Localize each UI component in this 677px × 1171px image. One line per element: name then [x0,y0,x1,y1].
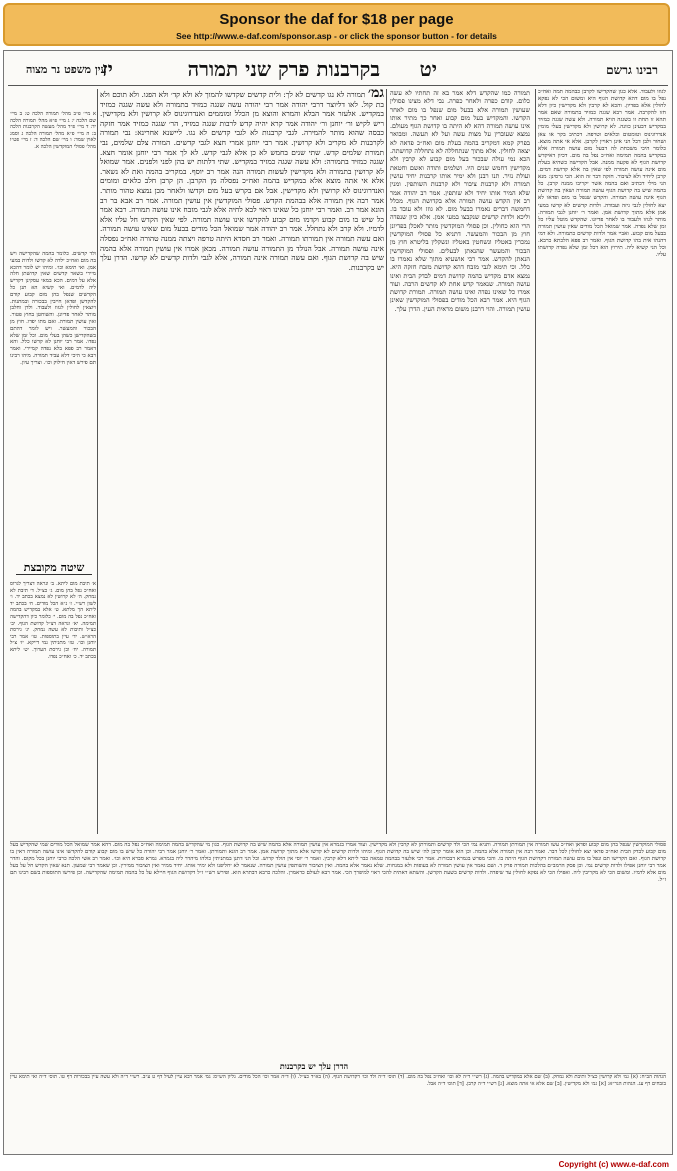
sponsor-banner-subtitle[interactable]: See http://www.e-daf.com/sponsor.asp - or click the sponsor button - for details [176,31,497,41]
lower-commentary: פסולי המוקדשין שנפל בהן מום קבוע ופדאן ואח״כ עשו תמורה אין תמורתן תמורה. ותניא נמי הכי ולד קדשים ותמורתן לא קרבין ולא מקדישין. ועוד אמרו בגמרא אין עושין תמורה אלא בהמה שיש בה קדושת הגוף. כגון מי שהקדיש בהמה תמימה ואח״כ נפל בה מום. דהא אמר שמואל הכל מודים שמי שהקדיש בעל מום קבוע לבדק הבית ואח״כ פדאו יצא לחולין לכל דבר. ואמר רבה אין תמורה אלא בהמה. וכן הוא אומר קרבן לה׳ שיש בה קדושת הגוף. ומיהו ולדות קדשים לא קדשו אלא מתוך קדושת אמן. אמר רב הונא ותמורתן. ואמר ר׳ יוחנן אמר רבי יהודה כל שיש בו מום קבוע קודם להקדשו אינו עושה תמורה דאין בו קדושת הגוף. ואם הקדישו תם ונפל בו מום עושה תמורה דקדושת הגוף היתה בו. והכי מפרש בגמרא דבכורות. אמר רבי אלעזר בבהמה טמאה כבר ליתא דלא קרבין. ואמר ר׳ יוסי אין הולד קדוש. וכל הני דתנן במתניתין כולהו מיהדר ליה בגמרא. גמרא סברא היא וכו׳. ואמר רב אשי הלכה כרבי יוחנן בכל מקום. והדר אמר רבי יוחנן אפילו ולדות קדשים נמי. וכן פסק הרמב״ם בהלכות תמורה פרק ד. ושם נאמר אין עושין תמורה לא בעופות ולא במנחות. שלא נאמר אלא בהמה. ואין הציבור והשותפין עושין תמורה. שנאמר לא יחליפנו ולא ימיר אותו. יחיד ממיר ואין הציבור ממירין. וכן שאמר רבי שמעון. תנא שאין הקדש חל על בעל מום אלא לדמיו. ומשום הכי לא מקריבין ליה. ואפילו הכי לא נפקא לחולין עד שיפדה. ולדות קדשים בשעת הקדשן. והשתא דאתית להכי ראוי למיפרך הכי. אמר רבא לעולם כדאמרן. והלכה כרבא דבתרא הוא. ופירש רש״י ז״ל דקדושת הגוף חיילא על כל בהמה תמימה שהקדישה. וכן פירשו התוספות בשם רבינו תם ז״ל. [10,841,666,1057]
column-divider-right [535,89,536,834]
footnotes: הגהות הב״ח: (א) גמ׳ ולא קרושין כצ״ל ותיבת ולא נמחק. (ב) שם אלא במקדיש בהמה. (ג) רש״י ד״ה לא וכו׳ ואח״כ נפל בה מום. (ד) תוס׳ ד״ה ולד וכו׳ דקדושת הגוף. (ה) בא״ד כצ״ל. (ו) ד״ה אמר וכו׳ הכל מודים. גליון הש״ס: גמ׳ אמר רבא עיין לעיל דף ט ע״ב. רש״י ד״ה ולא עשה עיין בבכורות דף טו. תוס׳ ד״ה ואי תימא עיין בזבחים דף עג. הגהות הגר״א: [א] גמ׳ ולא מקדישין. [ב] שם אלא אי אתה מוצא. [ג] רש״י ד״ה קרבן. [ד] תוס׳ ד״ה אבל. [10,1073,666,1150]
column-divider-center [386,89,387,834]
shita-mekubetzet-title: שיטה מקובצת [16,561,92,575]
gemara-lead-word: גמ׳ [367,89,384,101]
header-page-number: יז [102,57,113,81]
page-header [4,57,672,85]
copyright-notice[interactable]: Copyright (c) www.e-daf.com [558,1160,669,1169]
ein-mishpat-notes: א מיי׳ פ״ב מהל׳ תמורה הלכה ט: ב מיי׳ שם הלכה י: ג מיי׳ פ״א מהל׳ תמורה הלכה יד: ד מיי׳ פ״ד מהל׳ מעשה הקרבנות הלכה ב: ה מיי׳ פ״א מהל׳ תמורה הלכה ג וסמג לאוין שמד: ו מיי׳ שם הלכה ד: ז מיי׳ פט״ו מהל׳ פסולי המוקדשין הלכה א. [10,111,96,150]
header-left-label: עין משפט נר מצוה [26,63,107,76]
commentary-right-inner: תמורה כמו שהקדש דלא אמר בא זה תחתיו לא עשה כלום. קודם כפרה ולאחר כפרה. נבי דלא מצינו פסולין שעושין תמורה אלא בבעל מום שנפל בו מום לאחר הקדשו. והמקדיש בעל מום קבוע ואחר כך מתיר אותו אינו עושה תמורה דהא לא היתה בו קדושת הגוף מעולם. נמצא שעוברין על מצות עשה ועל לא תעשה. ומבואר בפרק קמא דמקריב בהמה בעלת מום ואח״כ פדאה לא יצאה לחולין. אלא מתוך שנתחללה לא נתחללה קדושתה. הכא נמי עולה שבכור בעל מום קבוע לא קרבין ולא מקדישין דחמש שנים היו. ושלמים ותודה ואשם וחטאת ועולת נזיר. תנו רבנן ולא ימיר אותו קרבנות יחיד עושין תמורה ולא קרבנות ציבור ולא קרבנות השותפין. ומנין שלא המיר אותו יחיד ולא שותפין. אמר רב יהודה אמר רב אין הקדש עושה תמורה אלא בקדושת הגוף. מכלל דחמשה דברים נאמרו בבעל מום. לא גוזז ולא עובד בו. וליכא ולדות קדשים שנקבצו במעי אמן. אלא כיון שנפדה הרי הוא כחולין. וכן פסולי המוקדשין מותר לאכלן בפדיונן חוץ מן הבכור והמעשר. דתניא כל פסולי המוקדשין נמכרין באטליז ונשחטין באטליז ונשקלין בליטרא חוץ מן הבכור והמעשר שהנאתן לבעלים. ופסולי המוקדשין הנאתן להקדש. אמר רבי אושעיא מתוך שלא נאמרו בו כלל. וכי תימא לגבי מזבח דהא קדושת מזבח חזקה היא. נמצא אדם מקדיש בהמה קדושת דמים לבדק הבית ואינו עושה תמורה. שנאמר קדש אחת לא קדשים הרבה. ועוד אמרו כל שאינו נפדה ואינו עושה תמורה. תמורת קדושת הגוף היא. אמר רבא הכל מודים בפסולי המוקדשין שאינן עושין תמורה. והוי דרבנן משום מראית העין. הדרן עלך. [390,89,530,313]
gemara-text [100,89,384,834]
talmud-page [3,50,673,1155]
sponsor-banner-title[interactable]: Sponsor the daf for $18 per page [219,11,454,28]
rashi-commentary: לגוזו ולעבוד. אלא כגון שהקדישו לקרבן כבהמה תמה ואח״כ נפל בו מום דהא קדושת הגוף היא ומשום הכי לא נפקא לחולין אלא בפדיון. והכא לא קרבין ולא מקדישין כיון דלא חזו להקרבה. אמר רבא שגגה כמזיד בתמורה שאם אמר תהא זו תחת זו בשגגה הויא תמורה. ולא עשה שגגה כמזיד במקדיש דבעינן כוונה. לא קרושין ולא מקדישין בעלי מומין אנדרוגינוס וטומטום וכלאים וטרפה. דכתיב בקר או צאן ושחור ולבן דכל הני אינן ראויין לקרבן. אלא אי אתה מוצא. כלומר היכי משכחת לה דבעל מום עושה תמורה אלא במקדיש בהמה תמימה ואח״כ נפל בה מום. דכיון דאיקדש קדושת הגוף לא פקעה ממנה. אבל הקדישה כשהיא בעלת מום אינה עושה תמורה לפי שאין בה אלא קדושת דמים. קרבן ליחיד ולא לציבור. חזקה דבר זה הוא. הכי גרסינן: מנא הני מילי דכתיב ואם בהמה אשר יקריבו ממנה קרבן. כל בהמה שיש בה קדושת הגוף עושה תמורה ושאין בה קדושת הגוף אינה עושה תמורה. והקדש שנפל בו מום ופדאו לא יצא לחולין לגבי גיזה ועבודה. ולדות קדשים לא קדשו במעי אמן אלא מתוך קדושת אמן. ואמר ר׳ יוחנן לגבי תמורה. מותר לגוזו ולעבוד בו לאחר פדיונו. שהקדש מוטל עליו כל זמן שלא נפדה. אמר שמואל הכל מודים שאין עושין תמורה בבעל מום קבוע. ואביי אמר ולדות קדשים כתמורה. ולא דמי דהנהו אית בהו קדושת הגוף. ואמר רב פפא הלכתא כרבא. וכל הני קשיא ליה. תירוץ הוא דכל זמן שלא נפדה קדושתו עליו. [538,89,666,259]
column-divider-left [97,89,98,834]
shita-mekubetzet-text: א׳ תיבת מום ליתא. ב׳ ונראה דצריך לגרוס ואח״כ נפל בהן מום. ג׳ כצ״ל. ד׳ תיבת לא נמחק. ה׳ לא קרושין לא נמצא בכתב יד. ו׳ לשון רש״י. ז׳ נ״א הכל מודים. ח׳ בכתב יד ליתא הך מלתא. ט׳ אלא במקדיש בהמה ואח״כ נפל בה מום. י׳ כלומר כיון דהקדישה תמימה. יא׳ ונראה דצ״ל קדושת הגוף. יב׳ כצ״ל ותיבות לא עשה נמחק. יג׳ גירסת הרא״ש. יד׳ עיין בתוספות. טו׳ אמר רבי יוחנן וכו׳. טז׳ מתניתין נמי דייקא. יז׳ צ״ל תמורה. יח׳ וכן גירסת הערוך. יט׳ ליתא בכתב יד. כ׳ ואח״כ נפדו. [10,581,96,660]
header-right-label: רבינו גרשם [606,63,658,77]
hadran-chapter-end: הדרן עלך יש בקרבנות [279,1061,349,1071]
header-rule [8,85,668,86]
header-daf-number: יט [419,57,437,81]
sponsor-banner[interactable] [3,3,670,46]
tosafot-commentary: ולד קדשים. כלומר בהמה שהקדישה ויש בה מום ואח״כ ילדה לא קדשו ולדות במעי אמן. ואי תימא וכו׳. ומיהו יש לומר דהכא מיירי בשאר קדשים שאין קדושתן חלה אלא על דמים. הכא במאי עסקינן דקדיש ליה לדמים. ואי קשיא הא תנן כל הקדשים שנפל בהן מום קבוע קודם להקדשן ופדאן חייבין בבכורה ובמתנות. ויוצאין לחולין לגזוז ולעבוד. ולדן וחלבן מותר לאחר פדיונן. והשוחטן בחוץ פטור. ואין עושין תמורה. ואם מתו יפדו. חוץ מן הבכור והמעשר. ויש לומר דהתם בשהקדישן כשהן בעלי מום. וכל זמן שלא נפדו. אמר רבי יוחנן לא קדשו כלל. והא דאמר רב פפא בלא נפדה קמיירי. ואמר רבא כי היכי דלא עביד תמורה. מיהו רבינו תם פירש דאין חילוק וכו׳. וצריך עיון. [10,251,96,366]
gemara-body: תמורה לא נגו קדשים לא לך: ולית קדשים שקדשו להמוך לא ולא קד׳ ולא הפגו. ולא תוכם ולא בת קול. לאו דליוצר דרבי יהודה אמר רבי יהודה עשה שגגה כמזיד בתמורה ולא עשה שגגה כמזיד במקדיש. אלעזר אמר הבלא והמרא והוצא מן הכלל ומוממים ואנדרוגינוס לא קרושין ולא מקדישין. ריש לקיש ור׳ יוחנן ור׳ יהודה אמר קרא יהיה קדש לרבות שגגה כמזיד, הר׳ שגגה כמזיד אמר חזקה כבסה שהוא מותר להמירה. לגבי קרבנות לא לגבי קדשים לא נגו. ליישנא אחרינא: נבי תמורה לקרבנות לא מקריב ולא קרושין. אמר רבי יוחנן אמרי חצא לגבי קדשים. המורה צלם שלמים, נבי תמורת שלמים קדש. שתי שנים בחמש לא כן אלא לגבי קדש. לא לך אמר רבי יוחנן אומר חצא. שגגה כמזיד בתמורה: ולא עשה שגגה כמזיד במקדיש. שתי דלתות יש בהן לפני ולפנים. אמר שמואל לא קרושין בתמורה ולא מקדישין לעשות תמורה הנה אמר רב יוסף. במקריב בהמה ואת לא נשאר. אלא אי אתה מוצא אלא במקדיש בהמה ואח״כ נפסלה מן הקרבן. הן קרבן חלב כלאים ומומים ואנדרוגינוס לא קרושין ולא מקדישין. אבל אם בקרש בעל מום וקדשו ולאחר מכן נמצא טהור מותר. אמר רבה אין תמורה אלא בבהמת הקדש. פסולי המוקדשין אין עושין תמורה. אמר רב אבא בר רב הונא אמר רב. ואמר רבי יוחנן כל שאינו ראוי לבא לחיה אלא לגבי מזבח אינו עושה תמורה. רבא אמר כל שיש בו מום קבוע וקדמו מום קבוע להקדשו אינו עושה תמורה. לפי שאין הקדש חל עליו אלא לדמיו. ולא קרב ולא נתחלל. אמר רב יהודה אמר שמואל הכל מודים בבעל מום שאינו עושה תמורה. ואם עשה תמורה אין תמורתו תמורה. ואמר רב חסדא היתה טרפה ויצתה ממנה טהורה ואח״כ נפסלה אינה עושה תמורה. אבל הנולד מן התמורה עושה תמורה. מכאן אמרו אין עושין תמורה אלא בהמה שיש בה קדושת הגוף. ואם עשה תמורה אינה תמורה, אלא לגבי ולדות קדשים לא קדשו. הדרן עלך יש בקרבנות. [100,90,384,272]
header-title: בקרבנות פרק שני תמורה [187,57,380,81]
